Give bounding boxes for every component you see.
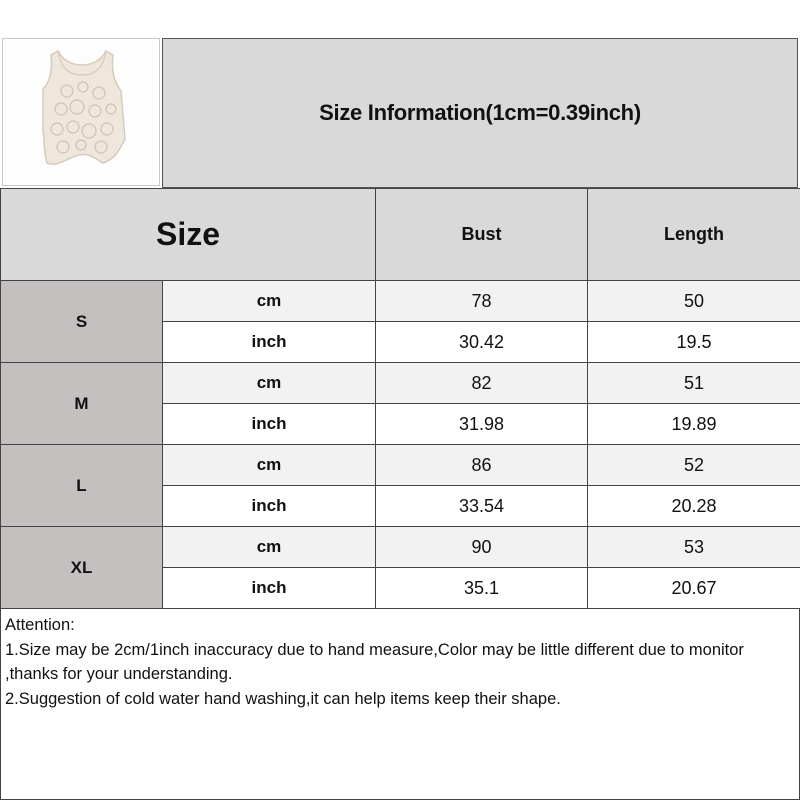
crochet-vest-image (3, 39, 161, 187)
unit-inch: inch (163, 568, 376, 609)
unit-inch: inch (163, 404, 376, 445)
length-value: 20.67 (588, 568, 800, 609)
bust-value: 82 (376, 363, 588, 404)
bust-value: 35.1 (376, 568, 588, 609)
size-label-xl: XL (1, 527, 163, 609)
notes-heading: Attention: (5, 616, 75, 634)
bust-value: 86 (376, 445, 588, 486)
bust-value: 33.54 (376, 486, 588, 527)
unit-cm: cm (163, 281, 376, 322)
length-value: 51 (588, 363, 800, 404)
unit-inch: inch (163, 322, 376, 363)
bust-value: 90 (376, 527, 588, 568)
product-image (2, 38, 160, 186)
table-row (1, 363, 800, 404)
size-label-s: S (1, 281, 163, 363)
unit-inch: inch (163, 486, 376, 527)
bust-value: 78 (376, 281, 588, 322)
size-label-l: L (1, 445, 163, 527)
size-header: Size (1, 189, 376, 281)
table-row (1, 281, 800, 322)
table-row (1, 527, 800, 568)
length-value: 52 (588, 445, 800, 486)
bust-value: 31.98 (376, 404, 588, 445)
header-row (0, 38, 800, 188)
table-header-row (1, 189, 800, 281)
bust-header: Bust (376, 189, 588, 281)
notes-line-2: 2.Suggestion of cold water hand washing,it can help items keep their shape. (5, 689, 561, 708)
table-row (1, 445, 800, 486)
unit-cm: cm (163, 363, 376, 404)
attention-notes (0, 608, 800, 800)
size-chart-sheet (0, 35, 800, 800)
size-label-m: M (1, 363, 163, 445)
unit-cm: cm (163, 527, 376, 568)
page-title: Size Information(1cm=0.39inch) (319, 100, 641, 125)
notes-line-1: 1.Size may be 2cm/1inch inaccuracy due to hand measure,Color may be little different due to monitor ,thanks for your understanding. (5, 640, 744, 683)
length-value: 53 (588, 527, 800, 568)
length-value: 20.28 (588, 486, 800, 527)
length-value: 19.5 (588, 322, 800, 363)
length-value: 50 (588, 281, 800, 322)
length-value: 19.89 (588, 404, 800, 445)
bust-value: 30.42 (376, 322, 588, 363)
length-header: Length (588, 189, 800, 281)
unit-cm: cm (163, 445, 376, 486)
size-table (0, 188, 800, 609)
title-cell (162, 38, 798, 188)
